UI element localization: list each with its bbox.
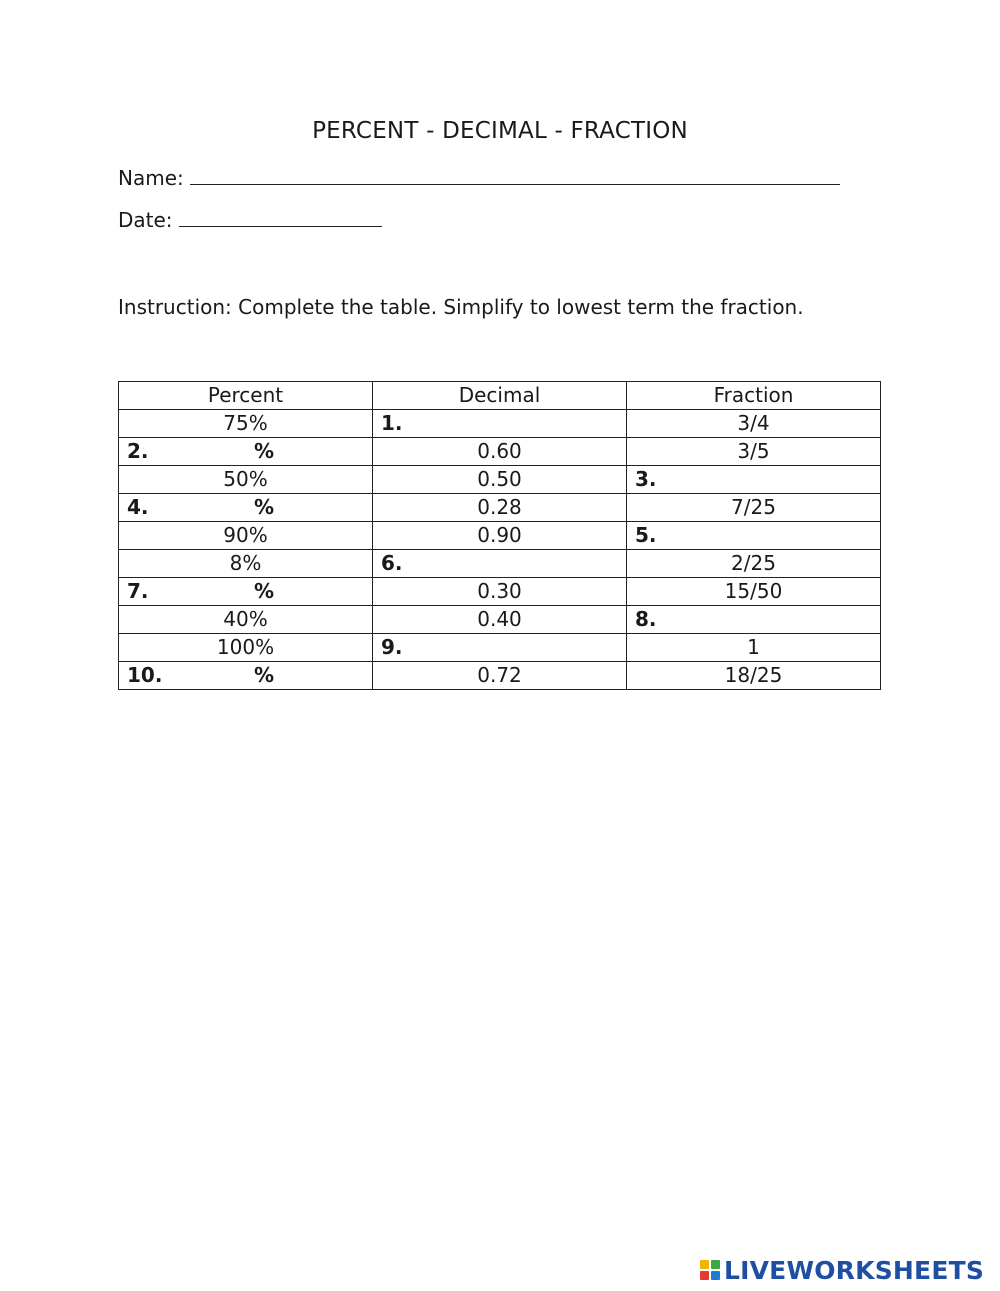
percent-cell: 40% (119, 606, 373, 634)
fraction-cell: 3/5 (627, 438, 881, 466)
table-row (119, 522, 881, 550)
header-percent: Percent (119, 382, 373, 410)
fraction-cell: 15/50 (627, 578, 881, 606)
table-row (119, 662, 881, 690)
percent-cell: 8% (119, 550, 373, 578)
logo-blocks-icon (700, 1260, 720, 1280)
answer-cell-5[interactable] (627, 522, 881, 550)
table-row (119, 410, 881, 438)
answer-cell-4[interactable] (119, 494, 373, 522)
table-row (119, 494, 881, 522)
question-number: 6. (381, 551, 403, 575)
header-fraction: Fraction (627, 382, 881, 410)
header-decimal: Decimal (373, 382, 627, 410)
table-row (119, 634, 881, 662)
question-number: 7. (127, 579, 149, 603)
question-number: 3. (635, 467, 657, 491)
decimal-cell: 0.60 (373, 438, 627, 466)
question-number: 5. (635, 523, 657, 547)
fraction-cell: 18/25 (627, 662, 881, 690)
question-number: 2. (127, 439, 149, 463)
table-row (119, 466, 881, 494)
percent-cell: 50% (119, 466, 373, 494)
answer-cell-6[interactable] (373, 550, 627, 578)
decimal-cell: 0.40 (373, 606, 627, 634)
decimal-cell: 0.90 (373, 522, 627, 550)
percent-sign: % (253, 495, 274, 519)
decimal-cell: 0.30 (373, 578, 627, 606)
percent-cell: 75% (119, 410, 373, 438)
name-input-line[interactable] (190, 166, 840, 185)
percent-sign: % (253, 663, 274, 687)
logo-block (711, 1271, 720, 1280)
table-row (119, 550, 881, 578)
logo-text: LIVEWORKSHEETS (724, 1255, 985, 1285)
fraction-cell: 3/4 (627, 410, 881, 438)
fraction-cell: 1 (627, 634, 881, 662)
answer-cell-9[interactable] (373, 634, 627, 662)
question-number: 9. (381, 635, 403, 659)
instruction-text: Instruction: Complete the table. Simplify to lowest term the fraction. (118, 295, 804, 319)
fraction-cell: 7/25 (627, 494, 881, 522)
page-title: PERCENT - DECIMAL - FRACTION (312, 118, 688, 144)
logo-block (700, 1260, 709, 1269)
date-input-line[interactable] (179, 208, 382, 227)
question-number: 8. (635, 607, 657, 631)
name-label: Name: (118, 166, 184, 190)
logo-block (711, 1260, 720, 1269)
percent-cell: 90% (119, 522, 373, 550)
name-field-row (118, 166, 840, 190)
decimal-cell: 0.28 (373, 494, 627, 522)
logo-block (700, 1271, 709, 1280)
conversion-table (118, 381, 881, 690)
percent-sign: % (253, 439, 274, 463)
answer-cell-2[interactable] (119, 438, 373, 466)
table-row (119, 606, 881, 634)
answer-cell-3[interactable] (627, 466, 881, 494)
fraction-cell: 2/25 (627, 550, 881, 578)
decimal-cell: 0.72 (373, 662, 627, 690)
answer-cell-7[interactable] (119, 578, 373, 606)
date-label: Date: (118, 208, 173, 232)
question-number: 4. (127, 495, 149, 519)
question-number: 10. (127, 663, 163, 687)
question-number: 1. (381, 411, 403, 435)
table-row (119, 578, 881, 606)
answer-cell-1[interactable] (373, 410, 627, 438)
decimal-cell: 0.50 (373, 466, 627, 494)
answer-cell-8[interactable] (627, 606, 881, 634)
table-row (119, 438, 881, 466)
percent-cell: 100% (119, 634, 373, 662)
answer-cell-10[interactable] (119, 662, 373, 690)
liveworksheets-logo (700, 1254, 984, 1286)
date-field-row (118, 208, 382, 232)
percent-sign: % (253, 579, 274, 603)
table-header-row (119, 382, 881, 410)
